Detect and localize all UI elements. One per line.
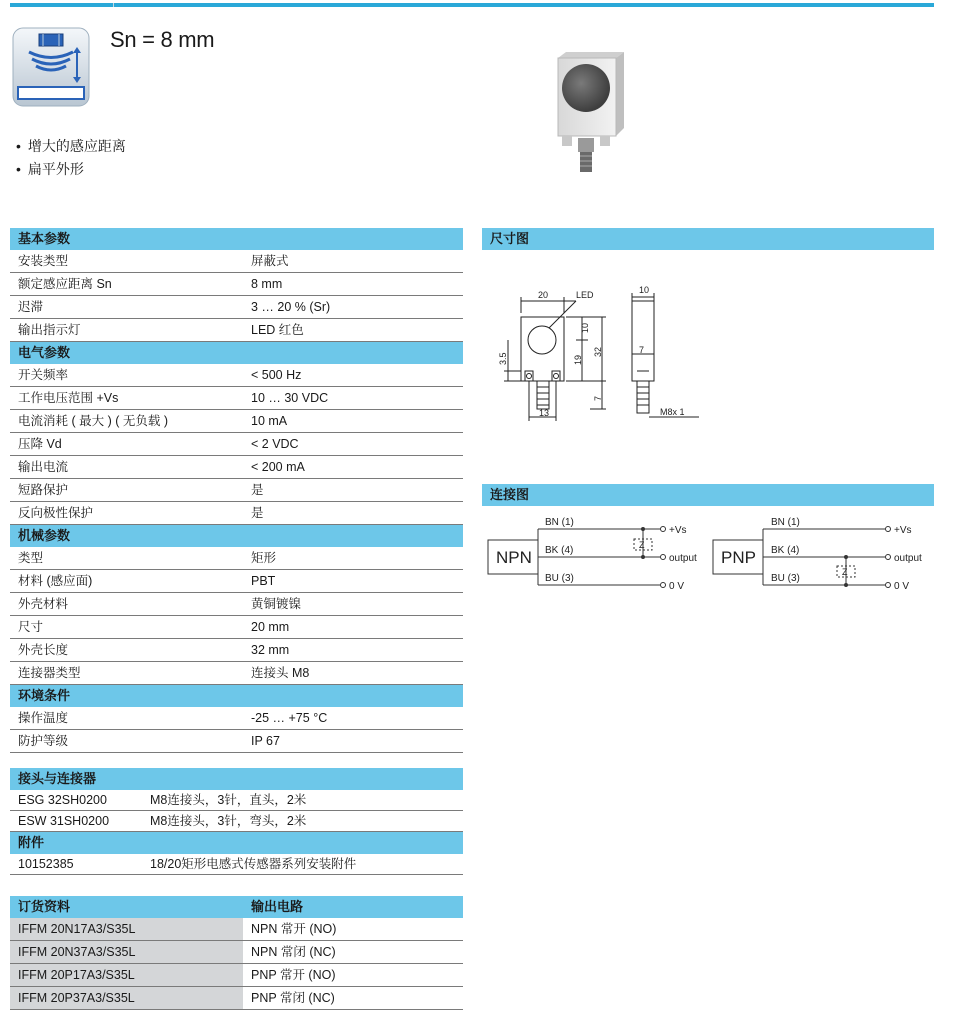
table-row: ESG 32SH0200 M8连接头，3针，直头，2米 [10, 790, 463, 811]
npn-output: output [669, 553, 697, 564]
dim-19-label: 19 [573, 354, 583, 365]
pnp-0v: 0 V [894, 581, 910, 592]
table-row: 安装类型 屏蔽式 [10, 250, 463, 273]
npn-bn: BN (1) [545, 517, 574, 528]
table-row: 类型 矩形 [10, 547, 463, 570]
table-row: 连接器类型 连接头 M8 [10, 662, 463, 685]
section-header: 接头与连接器 [10, 768, 463, 790]
table-row: 压降 Vd < 2 VDC [10, 433, 463, 456]
npn-0v: 0 V [669, 581, 685, 592]
sensing-distance-icon [12, 27, 90, 107]
section-header: 基本参数 [10, 228, 463, 250]
npn-label: NPN [496, 548, 532, 567]
wiring-header: 连接图 [482, 484, 934, 506]
table-row: 外壳长度 32 mm [10, 639, 463, 662]
table-row: 尺寸 20 mm [10, 616, 463, 639]
table-row: 额定感应距离 Sn 8 mm [10, 273, 463, 296]
pnp-vs: +Vs [894, 525, 912, 536]
table-row: 防护等级 IP 67 [10, 730, 463, 753]
page-title: Sn = 8 mm [110, 27, 215, 52]
table-row: 反向极性保护 是 [10, 502, 463, 525]
ordering-table [10, 896, 463, 1010]
table-row: 电流消耗 ( 最大 ) ( 无负载 ) 10 mA [10, 410, 463, 433]
feature-item: • 增大的感应距离 [16, 135, 126, 158]
dimension-drawing [494, 285, 709, 425]
wiring-diagram [487, 512, 947, 594]
ordering-header [10, 896, 463, 918]
dim-7a-label: 7 [593, 395, 603, 401]
table-row: IFFM 20P37A3/S35L PNP 常闭 (NC) [10, 987, 463, 1010]
spec-table [10, 228, 463, 753]
dim-width-label: 20 [538, 290, 549, 300]
table-row: 输出指示灯 LED 红色 [10, 319, 463, 342]
feature-list [16, 135, 126, 181]
pnp-z: Z [842, 567, 848, 577]
dim-thread-label: M8x 1 [660, 407, 685, 417]
pnp-bu: BU (3) [771, 573, 800, 584]
table-row: 工作电压范围 +Vs 10 … 30 VDC [10, 387, 463, 410]
table-row: IFFM 20N37A3/S35L NPN 常闭 (NC) [10, 941, 463, 964]
feature-item: • 扁平外形 [16, 158, 126, 181]
table-row: IFFM 20P17A3/S35L PNP 常开 (NO) [10, 964, 463, 987]
pnp-bk: BK (4) [771, 545, 800, 556]
dim-13-label: 13 [539, 408, 550, 418]
table-row: ESW 31SH0200 M8连接头，3针，弯头，2米 [10, 811, 463, 832]
npn-bu: BU (3) [545, 573, 574, 584]
table-row: 迟滞 3 … 20 % (Sr) [10, 296, 463, 319]
top-accent-bar [10, 3, 934, 7]
dim-35-label: 3.5 [498, 352, 508, 365]
table-row: 开关频率 < 500 Hz [10, 364, 463, 387]
dim-10-label: 10 [580, 322, 590, 333]
table-row: 10152385 18/20矩形电感式传感器系列安装附件 [10, 854, 463, 875]
pnp-bn: BN (1) [771, 517, 800, 528]
dimension-header: 尺寸图 [482, 228, 934, 250]
dim-32-label: 32 [593, 346, 603, 357]
ordering-col2: 输出电路 [251, 899, 304, 914]
table-row: IFFM 20N17A3/S35L NPN 常开 (NO) [10, 918, 463, 941]
connectors-table [10, 768, 463, 875]
pnp-label: PNP [721, 548, 756, 567]
section-header: 机械参数 [10, 525, 463, 547]
section-header: 环境条件 [10, 685, 463, 707]
section-header: 电气参数 [10, 342, 463, 364]
table-row: 短路保护 是 [10, 479, 463, 502]
table-row: 外壳材料 黄铜镀镍 [10, 593, 463, 616]
pnp-output: output [894, 553, 922, 564]
dim-led-label: LED [576, 290, 594, 300]
dim-7b-label: 7 [639, 345, 645, 355]
dim-depth-label: 10 [639, 285, 650, 295]
product-photo [548, 44, 630, 180]
table-row: 操作温度 -25 … +75 °C [10, 707, 463, 730]
table-row: 材料 (感应面) PBT [10, 570, 463, 593]
npn-z: Z [639, 540, 645, 550]
ordering-title: 订货资料 [18, 899, 71, 914]
npn-bk: BK (4) [545, 545, 574, 556]
table-row: 输出电流 < 200 mA [10, 456, 463, 479]
npn-vs: +Vs [669, 525, 687, 536]
section-header: 附件 [10, 832, 463, 854]
